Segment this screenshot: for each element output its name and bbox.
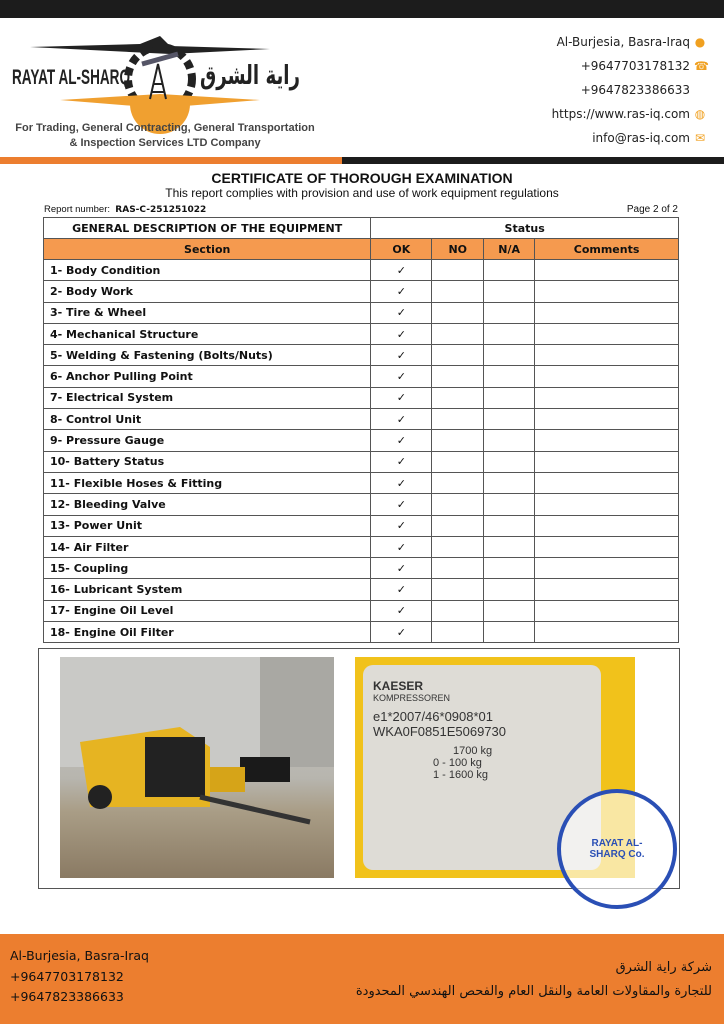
- na-cell: [484, 302, 535, 323]
- no-cell: [432, 302, 484, 323]
- comments-cell: [535, 622, 679, 643]
- section-cell: 9- Pressure Gauge: [44, 430, 371, 451]
- plate-weight-2: 0 - 100 kg: [433, 757, 482, 769]
- ok-cell: ✓: [371, 260, 432, 281]
- ok-cell: ✓: [371, 451, 432, 472]
- footer-phone-1[interactable]: +9647703178132: [10, 968, 124, 984]
- ok-cell: ✓: [371, 472, 432, 493]
- ok-cell: ✓: [371, 302, 432, 323]
- phone-2[interactable]: +9647823386633: [580, 83, 690, 97]
- comments-cell: [535, 536, 679, 557]
- telephone-icon: ☎: [694, 59, 709, 73]
- table-row: [44, 366, 679, 387]
- comments-cell: [535, 409, 679, 430]
- section-cell: 18- Engine Oil Filter: [44, 622, 371, 643]
- na-cell: [484, 345, 535, 366]
- comments-cell: [535, 387, 679, 408]
- table-row: [44, 323, 679, 344]
- ok-cell: ✓: [371, 345, 432, 366]
- na-cell: [484, 260, 535, 281]
- spacer-icon: [694, 84, 706, 96]
- tagline-line-1: For Trading, General Contracting, General Transportation: [15, 122, 315, 134]
- na-cell: [484, 536, 535, 557]
- col-section: Section: [44, 239, 371, 260]
- section-cell: 11- Flexible Hoses & Fitting: [44, 472, 371, 493]
- table-row: [44, 387, 679, 408]
- table-row: [44, 536, 679, 557]
- table-row: [44, 430, 679, 451]
- no-cell: [432, 323, 484, 344]
- col-no: NO: [432, 239, 484, 260]
- plate-weight-3: 1 - 1600 kg: [433, 769, 489, 781]
- top-bar: [0, 0, 724, 18]
- ok-cell: ✓: [371, 515, 432, 536]
- location-pin-icon: ●: [694, 35, 706, 49]
- ok-cell: ✓: [371, 409, 432, 430]
- section-cell: 17- Engine Oil Level: [44, 600, 371, 621]
- no-cell: [432, 260, 484, 281]
- comments-cell: [535, 302, 679, 323]
- section-cell: 15- Coupling: [44, 558, 371, 579]
- section-cell: 5- Welding & Fastening (Bolts/Nuts): [44, 345, 371, 366]
- section-cell: 8- Control Unit: [44, 409, 371, 430]
- ok-cell: ✓: [371, 281, 432, 302]
- comments-cell: [535, 600, 679, 621]
- section-cell: 7- Electrical System: [44, 387, 371, 408]
- footer-arabic-description: للتجارة والمقاولات العامة والنقل العام والفحص الهندسي المحدودة: [355, 984, 712, 999]
- table-row: [44, 409, 679, 430]
- section-cell: 14- Air Filter: [44, 536, 371, 557]
- na-cell: [484, 323, 535, 344]
- company-tagline: [0, 121, 330, 151]
- na-cell: [484, 430, 535, 451]
- footer-address: Al-Burjesia, Basra-Iraq: [10, 948, 149, 963]
- ok-cell: ✓: [371, 323, 432, 344]
- no-cell: [432, 600, 484, 621]
- group-header: GENERAL DESCRIPTION OF THE EQUIPMENT: [44, 218, 371, 239]
- report-number-label: Report number:: [44, 204, 111, 215]
- status-header: Status: [371, 218, 679, 239]
- no-cell: [432, 622, 484, 643]
- col-comments: Comments: [535, 239, 679, 260]
- footer-phone-2[interactable]: +9647823386633: [10, 989, 124, 1004]
- page-number: Page 2 of 2: [626, 204, 678, 215]
- comments-cell: [535, 281, 679, 302]
- table-row: [44, 281, 679, 302]
- no-cell: [432, 579, 484, 600]
- section-cell: 16- Lubricant System: [44, 579, 371, 600]
- comments-cell: [535, 451, 679, 472]
- no-cell: [432, 515, 484, 536]
- na-cell: [484, 472, 535, 493]
- footer: [0, 934, 724, 1024]
- plate-line-1: e1*2007/46*0908*01: [373, 709, 494, 724]
- col-ok: OK: [371, 239, 432, 260]
- na-cell: [484, 558, 535, 579]
- certificate-subtitle: This report complies with provision and use of work equipment regulations: [165, 186, 559, 200]
- comments-cell: [535, 366, 679, 387]
- table-row: [44, 622, 679, 643]
- comments-cell: [535, 345, 679, 366]
- plate-sub: KOMPRESSOREN: [373, 693, 451, 703]
- photos-box: [38, 648, 680, 889]
- table-row: [44, 260, 679, 281]
- report-number: [44, 204, 206, 215]
- comments-cell: [535, 260, 679, 281]
- header-contact: [551, 30, 709, 150]
- no-cell: [432, 558, 484, 579]
- section-cell: 2- Body Work: [44, 281, 371, 302]
- ok-cell: ✓: [371, 600, 432, 621]
- na-cell: [484, 451, 535, 472]
- orange-stripe: [0, 157, 342, 164]
- table-row: [44, 472, 679, 493]
- stamp-text: RAYAT AL-SHARQ Co.: [589, 838, 645, 860]
- na-cell: [484, 281, 535, 302]
- table-row: [44, 515, 679, 536]
- section-cell: 6- Anchor Pulling Point: [44, 366, 371, 387]
- table-row: [44, 345, 679, 366]
- no-cell: [432, 409, 484, 430]
- company-stamp: [557, 789, 677, 909]
- ok-cell: ✓: [371, 622, 432, 643]
- table-row: [44, 579, 679, 600]
- no-cell: [432, 451, 484, 472]
- plate-weight-1: 1700 kg: [453, 745, 493, 757]
- table-row: [44, 451, 679, 472]
- section-cell: 13- Power Unit: [44, 515, 371, 536]
- no-cell: [432, 494, 484, 515]
- email-link[interactable]: info@ras-iq.com: [592, 131, 690, 145]
- comments-cell: [535, 579, 679, 600]
- comments-cell: [535, 515, 679, 536]
- certificate-title: CERTIFICATE OF THOROUGH EXAMINATION: [211, 170, 513, 186]
- na-cell: [484, 366, 535, 387]
- ok-cell: ✓: [371, 387, 432, 408]
- inspection-table: [43, 217, 679, 643]
- na-cell: [484, 515, 535, 536]
- tagline-line-2: & Inspection Services LTD Company: [69, 137, 261, 149]
- envelope-icon: ✉: [694, 131, 706, 145]
- website-link[interactable]: https://www.ras-iq.com: [551, 107, 690, 121]
- ok-cell: ✓: [371, 366, 432, 387]
- globe-icon: ◍: [694, 107, 706, 121]
- ok-cell: ✓: [371, 430, 432, 451]
- ok-cell: ✓: [371, 494, 432, 515]
- table-row: [44, 494, 679, 515]
- table-row: [44, 302, 679, 323]
- na-cell: [484, 494, 535, 515]
- compressor-photo: [60, 657, 334, 878]
- svg-text:RAYAT AL-SHARQ: RAYAT AL-SHARQ: [12, 66, 130, 89]
- table-row: [44, 600, 679, 621]
- ok-cell: ✓: [371, 558, 432, 579]
- section-cell: 3- Tire & Wheel: [44, 302, 371, 323]
- dark-stripe: [342, 157, 724, 164]
- no-cell: [432, 366, 484, 387]
- comments-cell: [535, 494, 679, 515]
- col-na: N/A: [484, 239, 535, 260]
- no-cell: [432, 281, 484, 302]
- section-cell: 4- Mechanical Structure: [44, 323, 371, 344]
- no-cell: [432, 430, 484, 451]
- plate-brand: KAESER: [373, 679, 424, 693]
- address: Al-Burjesia, Basra-Iraq: [556, 35, 690, 49]
- svg-text:راية الشرق: راية الشرق: [200, 61, 300, 91]
- na-cell: [484, 579, 535, 600]
- comments-cell: [535, 472, 679, 493]
- na-cell: [484, 387, 535, 408]
- ok-cell: ✓: [371, 579, 432, 600]
- na-cell: [484, 409, 535, 430]
- comments-cell: [535, 558, 679, 579]
- table-row: [44, 558, 679, 579]
- na-cell: [484, 622, 535, 643]
- phone-1[interactable]: +9647703178132: [580, 59, 690, 73]
- na-cell: [484, 600, 535, 621]
- ok-cell: ✓: [371, 536, 432, 557]
- company-logo: [10, 24, 310, 120]
- footer-arabic-name: شركة راية الشرق: [615, 960, 712, 975]
- no-cell: [432, 345, 484, 366]
- section-cell: 12- Bleeding Valve: [44, 494, 371, 515]
- no-cell: [432, 472, 484, 493]
- no-cell: [432, 387, 484, 408]
- report-number-value: RAS-C-251251022: [115, 205, 207, 215]
- no-cell: [432, 536, 484, 557]
- section-cell: 10- Battery Status: [44, 451, 371, 472]
- comments-cell: [535, 323, 679, 344]
- comments-cell: [535, 430, 679, 451]
- plate-line-2: WKA0F0851E5069730: [373, 724, 506, 739]
- section-cell: 1- Body Condition: [44, 260, 371, 281]
